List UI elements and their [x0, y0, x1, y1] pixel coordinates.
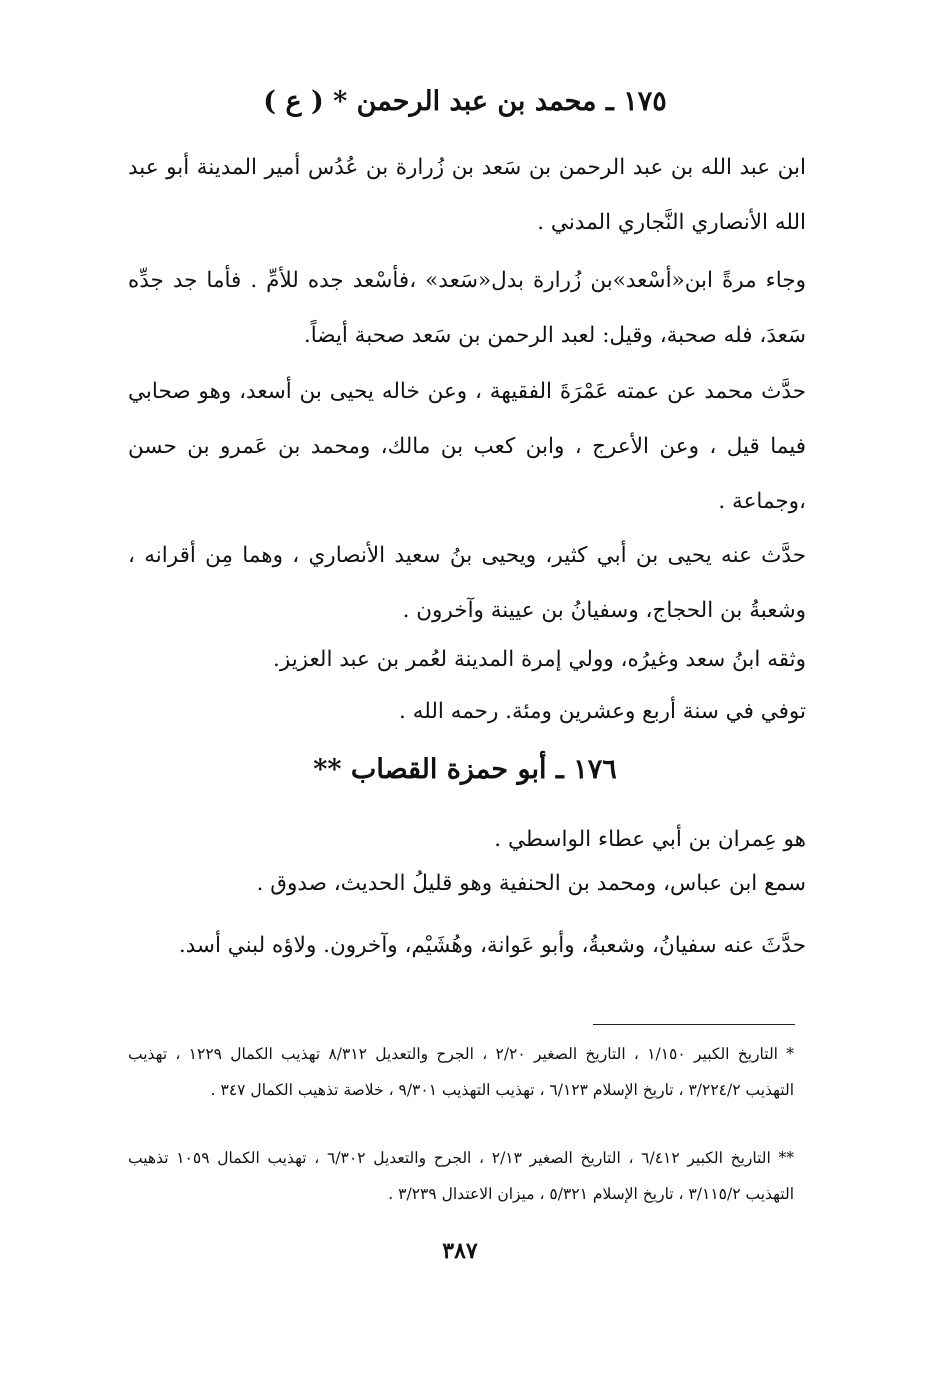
entry-175-paragraph-2: وجاء مرةً ابن«أسْعد»بن زُرارة بدل«سَعد» ،فأسْعد جده للأمِّ . فأما جد جدِّه سَعدَ، فله صحبة، وقيل: لعبد الرحمن بن سَعد صحبة أيضاً. [128, 268, 806, 348]
page-number: ٣٨٧ [442, 1238, 478, 1264]
entry-heading-176: ١٧٦ ـ أبو حمزة القصاب ** [313, 754, 617, 785]
entry-176-paragraph-1: حدَّثَ عنه سفيانُ، وشعبةُ، وأبو عَوانة، وهُشَيْم، وآخرون. ولاؤه لبني أسد. [178, 933, 806, 958]
entry-176-line-2: سمع ابن عباس، ومحمد بن الحنفية وهو قليلُ الحديث، صدوق . [256, 871, 806, 896]
entry-175-paragraph-4: حدَّث عنه يحيى بن أبي كثير، ويحيى بنُ سعيد الأنصاري ، وهما مِن أقرانه ، وشعبةُ بن الحجاج، وسفيانُ بن عيينة وآخرون . [128, 543, 806, 623]
entry-heading-175: ١٧٥ ـ محمد بن عبد الرحمن * ( ع ) [263, 86, 667, 117]
footnote-separator [593, 1024, 795, 1025]
footnote-2: ** التاريخ الكبير ٦/٤١٢ ، التاريخ الصغير ٢/١٣ ، الجرح والتعديل ٦/٣٠٢ ، تهذيب الكمال ١٠٥٩ تذهيب التهذيب ٣/١١٥/٢ ، تاريخ الإسلام ٥/٣٢١ ، ميزان الاعتدال ٣/٢٣٩ . [128, 1149, 795, 1203]
entry-176-line-1: هو عِمران بن أبي عطاء الواسطي . [494, 827, 806, 852]
entry-175-line-1: وثقه ابنُ سعد وغيرُه، وولي إمرة المدينة لعُمر بن عبد العزيز. [273, 647, 806, 672]
entry-175-paragraph-3: حدَّث محمد عن عمته عَمْرَةَ الفقيهة ، وعن خاله يحيى بن أسعد، وهو صحابي فيما قيل ، وعن الأعرج ، وابن كعب بن مالك، ومحمد بن عَمرو بن حسن ،وجماعة . [128, 379, 806, 514]
entry-175-paragraph-1: ابن عبد الله بن عبد الرحمن بن سَعد بن زُرارة بن عُدُس أمير المدينة أبو عبد الله الأنصاري النَّجاري المدني . [128, 155, 806, 235]
footnote-1: * التاريخ الكبير ١/١٥٠ ، التاريخ الصغير ٢/٢٠ ، الجرح والتعديل ٨/٣١٢ تهذيب الكمال ١٢٢٩ ، تهذيب التهذيب ٣/٢٢٤/٢ ، تاريخ الإسلام ٦/١٢٣ ، تهذيب التهذيب ٩/٣٠١ ، خلاصة تذهيب الكمال ٣٤٧ . [128, 1045, 794, 1099]
entry-175-line-2: توفي في سنة أربع وعشرين ومئة. رحمه الله . [399, 699, 806, 724]
